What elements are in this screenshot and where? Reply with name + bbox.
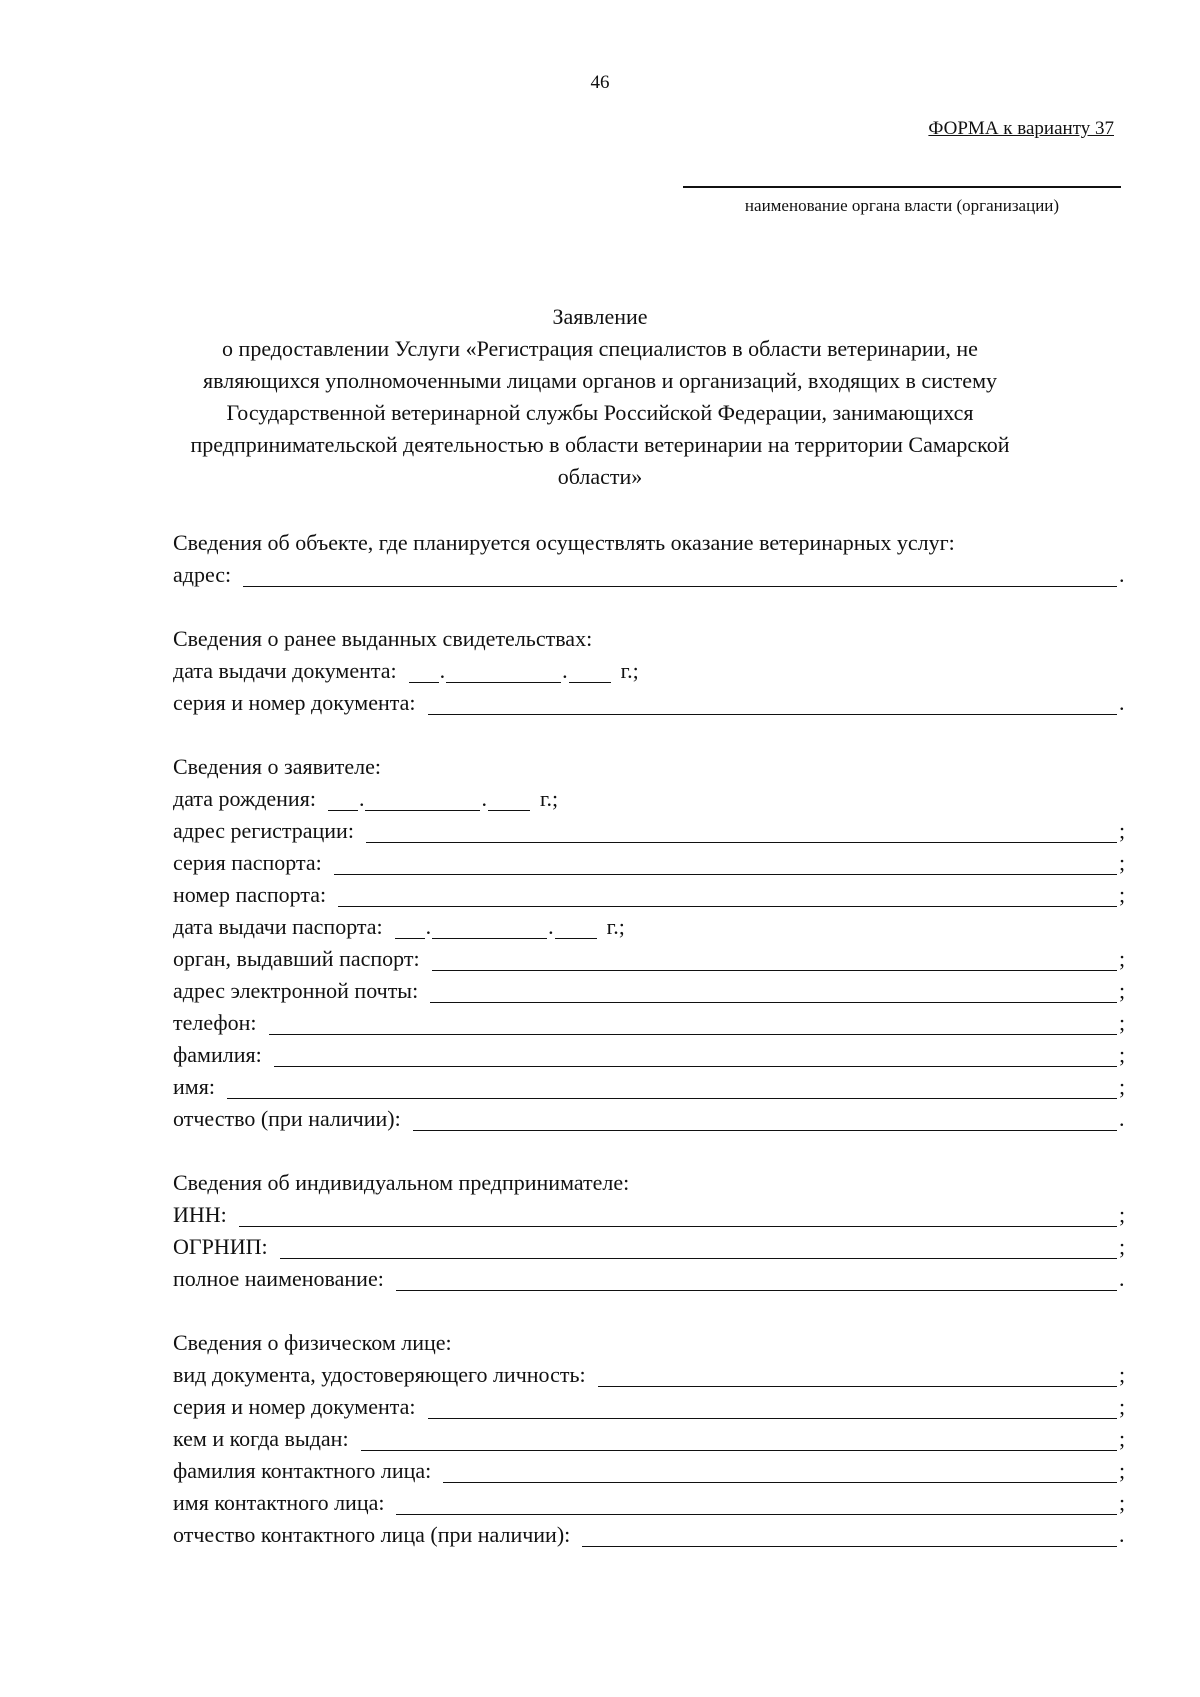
issued-by-row: кем и когда выдан: ; bbox=[173, 1426, 1126, 1451]
full-name-field[interactable] bbox=[396, 1266, 1117, 1291]
passport-series-row: серия паспорта: ; bbox=[173, 850, 1126, 875]
contact-name-field[interactable] bbox=[396, 1490, 1117, 1515]
passport-issuer-field[interactable] bbox=[432, 946, 1117, 971]
full-name-row: полное наименование: . bbox=[173, 1266, 1125, 1291]
section-entrepreneur bbox=[173, 1167, 1129, 1295]
section-certificates bbox=[173, 623, 1129, 719]
email-row: адрес электронной почты: ; bbox=[173, 978, 1126, 1003]
ogrnip-field[interactable] bbox=[280, 1234, 1117, 1259]
birth-date-row: дата рождения: . . г.; bbox=[173, 783, 1129, 815]
section-heading: Сведения о заявителе: bbox=[173, 754, 382, 779]
passport-number-row: номер паспорта: ; bbox=[173, 882, 1126, 907]
inn-row: ИНН: ; bbox=[173, 1202, 1126, 1227]
section-object bbox=[173, 527, 1129, 591]
doc-series-number-field[interactable] bbox=[428, 1394, 1117, 1419]
form-reference: ФОРМА к варианту 37 bbox=[928, 118, 1114, 139]
passport-number-field[interactable] bbox=[338, 882, 1117, 907]
cert-series-number-field[interactable] bbox=[428, 690, 1117, 715]
doc-series-number-row: серия и номер документа: ; bbox=[173, 1394, 1126, 1419]
day-blank[interactable] bbox=[328, 788, 358, 811]
month-blank[interactable] bbox=[446, 660, 561, 683]
id-doc-type-field[interactable] bbox=[598, 1362, 1117, 1387]
contact-patronymic-row: отчество контактного лица (при наличии): . bbox=[173, 1522, 1125, 1547]
name-row: имя: ; bbox=[173, 1074, 1126, 1099]
section-heading: Сведения об объекте, где планируется осуществлять оказание ветеринарных услуг: bbox=[173, 530, 955, 555]
month-blank[interactable] bbox=[365, 788, 480, 811]
email-field[interactable] bbox=[430, 978, 1117, 1003]
section-heading: Сведения о ранее выданных свидетельствах: bbox=[173, 626, 593, 651]
contact-name-row: имя контактного лица: ; bbox=[173, 1490, 1126, 1515]
application-title bbox=[150, 301, 1050, 493]
phone-row: телефон: ; bbox=[173, 1010, 1126, 1035]
title-heading: Заявление bbox=[552, 304, 648, 329]
section-individual bbox=[173, 1327, 1129, 1551]
inn-field[interactable] bbox=[239, 1202, 1117, 1227]
page-number: 46 bbox=[590, 72, 610, 93]
org-caption: наименование органа власти (организации) bbox=[744, 196, 1060, 215]
surname-row: фамилия: ; bbox=[173, 1042, 1126, 1067]
issue-date-field[interactable]: . . bbox=[409, 655, 611, 687]
phone-field[interactable] bbox=[269, 1010, 1117, 1035]
object-address-row: адрес: . bbox=[173, 562, 1125, 587]
name-field[interactable] bbox=[227, 1074, 1117, 1099]
issue-date-row: дата выдачи документа: . . г.; bbox=[173, 655, 1129, 687]
month-blank[interactable] bbox=[432, 916, 547, 939]
day-blank[interactable] bbox=[409, 660, 439, 683]
passport-issuer-row: орган, выдавший паспорт: ; bbox=[173, 946, 1126, 971]
title-line: являющихся уполномоченными лицами органов и организаций, входящих в систему bbox=[203, 368, 997, 393]
patronymic-field[interactable] bbox=[413, 1106, 1117, 1131]
passport-series-field[interactable] bbox=[334, 850, 1117, 875]
patronymic-row: отчество (при наличии): . bbox=[173, 1106, 1125, 1131]
day-blank[interactable] bbox=[395, 916, 425, 939]
section-heading: Сведения об индивидуальном предпринимателе: bbox=[173, 1170, 630, 1195]
surname-field[interactable] bbox=[274, 1042, 1117, 1067]
object-address-field[interactable] bbox=[243, 562, 1117, 587]
contact-surname-row: фамилия контактного лица: ; bbox=[173, 1458, 1126, 1483]
year-blank[interactable] bbox=[488, 788, 530, 811]
reg-address-row: адрес регистрации: ; bbox=[173, 818, 1126, 843]
org-block bbox=[683, 186, 1121, 216]
ogrnip-row: ОГРНИП: ; bbox=[173, 1234, 1126, 1259]
contact-patronymic-field[interactable] bbox=[582, 1522, 1117, 1547]
year-blank[interactable] bbox=[555, 916, 597, 939]
title-line: предпринимательской деятельностью в области ветеринарии на территории Самарской bbox=[190, 432, 1010, 457]
section-applicant bbox=[173, 751, 1129, 1135]
contact-surname-field[interactable] bbox=[443, 1458, 1117, 1483]
title-line: о предоставлении Услуги «Регистрация специалистов в области ветеринарии, не bbox=[222, 336, 978, 361]
id-doc-type-row: вид документа, удостоверяющего личность: ; bbox=[173, 1362, 1126, 1387]
org-name-field[interactable] bbox=[683, 186, 1121, 188]
section-heading: Сведения о физическом лице: bbox=[173, 1330, 452, 1355]
passport-date-field[interactable]: . . bbox=[395, 911, 597, 943]
title-line: Государственной ветеринарной службы Российской Федерации, занимающихся bbox=[226, 400, 974, 425]
title-line: области» bbox=[557, 464, 643, 489]
reg-address-field[interactable] bbox=[366, 818, 1117, 843]
passport-date-row: дата выдачи паспорта: . . г.; bbox=[173, 911, 1129, 943]
form-content bbox=[173, 527, 1129, 1583]
birth-date-field[interactable]: . . bbox=[328, 783, 530, 815]
cert-series-number-row: серия и номер документа: . bbox=[173, 690, 1125, 715]
issued-by-field[interactable] bbox=[361, 1426, 1117, 1451]
year-blank[interactable] bbox=[569, 660, 611, 683]
